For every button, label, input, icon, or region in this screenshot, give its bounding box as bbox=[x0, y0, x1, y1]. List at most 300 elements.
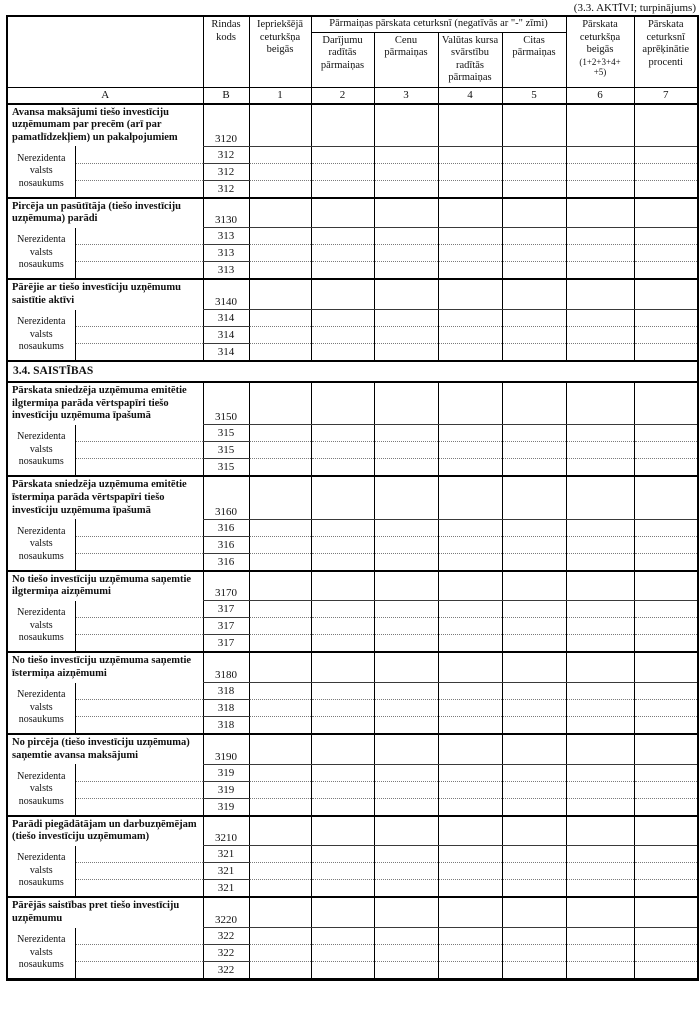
block-title-row bbox=[7, 571, 698, 601]
data-cell bbox=[438, 717, 502, 735]
nonresident-country-label: Nerezidenta valsts nosaukums bbox=[7, 683, 75, 735]
data-cell bbox=[311, 163, 374, 180]
data-cell bbox=[311, 734, 374, 764]
data-cell bbox=[566, 700, 634, 717]
nonresident-country-label: Nerezidenta valsts nosaukums bbox=[7, 228, 75, 280]
data-cell bbox=[311, 880, 374, 898]
data-cell bbox=[311, 519, 374, 536]
data-cell bbox=[634, 327, 698, 344]
item-code: 3180 bbox=[203, 652, 249, 682]
data-cell bbox=[249, 382, 311, 425]
country-row-code: 316 bbox=[203, 519, 249, 536]
data-cell bbox=[502, 683, 566, 700]
data-cell bbox=[438, 764, 502, 781]
data-cell bbox=[374, 846, 438, 863]
column-letter: 3 bbox=[374, 87, 438, 104]
country-row-code: 321 bbox=[203, 880, 249, 898]
data-cell bbox=[374, 536, 438, 553]
country-row-code: 313 bbox=[203, 228, 249, 245]
data-cell bbox=[438, 734, 502, 764]
country-row-code: 322 bbox=[203, 928, 249, 945]
data-cell bbox=[374, 717, 438, 735]
data-cell bbox=[566, 571, 634, 601]
country-name-line bbox=[75, 863, 203, 880]
country-row bbox=[7, 764, 698, 781]
country-row-code: 316 bbox=[203, 536, 249, 553]
block-title-row bbox=[7, 198, 698, 228]
country-row-code: 319 bbox=[203, 764, 249, 781]
data-cell bbox=[566, 163, 634, 180]
data-cell bbox=[566, 198, 634, 228]
data-cell bbox=[374, 652, 438, 682]
country-row bbox=[7, 618, 698, 635]
country-name-line bbox=[75, 928, 203, 945]
header-iepriekseja-beigas: Iepriekšējā ceturkšņa beigās bbox=[249, 16, 311, 87]
country-name-line bbox=[75, 245, 203, 262]
data-cell bbox=[374, 601, 438, 618]
data-cell bbox=[374, 146, 438, 163]
form-table-body bbox=[7, 104, 698, 980]
block-title-row bbox=[7, 897, 698, 927]
data-cell bbox=[502, 962, 566, 980]
data-cell bbox=[311, 146, 374, 163]
data-cell bbox=[634, 382, 698, 425]
column-letter: 7 bbox=[634, 87, 698, 104]
data-cell bbox=[566, 652, 634, 682]
country-row bbox=[7, 846, 698, 863]
data-cell bbox=[566, 601, 634, 618]
data-cell bbox=[438, 459, 502, 477]
country-row bbox=[7, 146, 698, 163]
data-cell bbox=[502, 571, 566, 601]
data-cell bbox=[634, 262, 698, 280]
header-citas-parmainas: Citas pārmaiņas bbox=[502, 32, 566, 87]
country-name-line bbox=[75, 459, 203, 477]
nonresident-country-label: Nerezidenta valsts nosaukums bbox=[7, 928, 75, 980]
data-cell bbox=[634, 163, 698, 180]
data-cell bbox=[502, 880, 566, 898]
data-cell bbox=[374, 635, 438, 653]
data-cell bbox=[438, 683, 502, 700]
data-cell bbox=[374, 798, 438, 816]
data-cell bbox=[566, 519, 634, 536]
data-cell bbox=[566, 880, 634, 898]
header-parskata-beigas-label: Pārskata ceturkšņa beigās bbox=[579, 19, 621, 55]
data-cell bbox=[502, 652, 566, 682]
data-cell bbox=[438, 962, 502, 980]
data-cell bbox=[438, 310, 502, 327]
data-cell bbox=[311, 310, 374, 327]
data-cell bbox=[249, 536, 311, 553]
country-row-code: 314 bbox=[203, 327, 249, 344]
data-cell bbox=[566, 553, 634, 571]
country-name-line bbox=[75, 764, 203, 781]
country-row bbox=[7, 798, 698, 816]
data-cell bbox=[438, 262, 502, 280]
data-cell bbox=[634, 734, 698, 764]
data-cell bbox=[634, 571, 698, 601]
data-cell bbox=[311, 816, 374, 846]
data-cell bbox=[438, 382, 502, 425]
country-row-code: 322 bbox=[203, 945, 249, 962]
column-letter: B bbox=[203, 87, 249, 104]
data-cell bbox=[438, 104, 502, 147]
country-name-line bbox=[75, 344, 203, 362]
nonresident-country-label: Nerezidenta valsts nosaukums bbox=[7, 764, 75, 816]
country-row bbox=[7, 245, 698, 262]
data-cell bbox=[374, 764, 438, 781]
data-cell bbox=[502, 459, 566, 477]
country-row bbox=[7, 228, 698, 245]
data-cell bbox=[311, 327, 374, 344]
data-cell bbox=[249, 962, 311, 980]
data-cell bbox=[374, 245, 438, 262]
data-cell bbox=[374, 442, 438, 459]
data-cell bbox=[311, 652, 374, 682]
item-code: 3220 bbox=[203, 897, 249, 927]
data-cell bbox=[502, 327, 566, 344]
item-code: 3150 bbox=[203, 382, 249, 425]
country-row bbox=[7, 928, 698, 945]
country-row-code: 314 bbox=[203, 310, 249, 327]
data-cell bbox=[374, 310, 438, 327]
data-cell bbox=[311, 700, 374, 717]
data-cell bbox=[566, 327, 634, 344]
data-cell bbox=[311, 459, 374, 477]
data-cell bbox=[634, 880, 698, 898]
country-name-line bbox=[75, 228, 203, 245]
data-cell bbox=[502, 717, 566, 735]
country-row bbox=[7, 425, 698, 442]
header-rindas-kods: Rindas kods bbox=[203, 16, 249, 87]
data-cell bbox=[438, 228, 502, 245]
data-cell bbox=[566, 262, 634, 280]
data-cell bbox=[502, 310, 566, 327]
data-cell bbox=[438, 327, 502, 344]
data-cell bbox=[438, 928, 502, 945]
country-name-line bbox=[75, 163, 203, 180]
data-cell bbox=[311, 228, 374, 245]
data-cell bbox=[438, 863, 502, 880]
data-cell bbox=[502, 601, 566, 618]
country-name-line bbox=[75, 798, 203, 816]
data-cell bbox=[249, 198, 311, 228]
data-cell bbox=[249, 553, 311, 571]
data-cell bbox=[249, 519, 311, 536]
country-row bbox=[7, 781, 698, 798]
data-cell bbox=[249, 476, 311, 519]
country-name-line bbox=[75, 310, 203, 327]
data-cell bbox=[502, 104, 566, 147]
data-cell bbox=[634, 717, 698, 735]
data-cell bbox=[634, 310, 698, 327]
data-cell bbox=[311, 846, 374, 863]
block-title-row bbox=[7, 104, 698, 147]
data-cell bbox=[566, 536, 634, 553]
data-cell bbox=[502, 262, 566, 280]
data-cell bbox=[566, 279, 634, 309]
country-row-code: 318 bbox=[203, 683, 249, 700]
country-name-line bbox=[75, 425, 203, 442]
nonresident-country-label: Nerezidenta valsts nosaukums bbox=[7, 425, 75, 477]
data-cell bbox=[249, 764, 311, 781]
item-code: 3160 bbox=[203, 476, 249, 519]
item-title: Parādi piegādātājam un darbuzņēmējam (tiešo investīciju uzņēmumam) bbox=[7, 816, 203, 846]
item-code: 3190 bbox=[203, 734, 249, 764]
country-name-line bbox=[75, 327, 203, 344]
data-cell bbox=[566, 442, 634, 459]
country-name-line bbox=[75, 553, 203, 571]
country-name-line bbox=[75, 962, 203, 980]
section-row bbox=[7, 361, 698, 382]
country-row bbox=[7, 519, 698, 536]
data-cell bbox=[634, 897, 698, 927]
country-row bbox=[7, 180, 698, 198]
country-row-code: 315 bbox=[203, 459, 249, 477]
data-cell bbox=[374, 618, 438, 635]
data-cell bbox=[311, 635, 374, 653]
country-row bbox=[7, 553, 698, 571]
data-cell bbox=[438, 476, 502, 519]
data-cell bbox=[374, 163, 438, 180]
data-cell bbox=[502, 163, 566, 180]
data-cell bbox=[311, 928, 374, 945]
data-cell bbox=[249, 863, 311, 880]
data-cell bbox=[438, 897, 502, 927]
country-name-line bbox=[75, 683, 203, 700]
data-cell bbox=[438, 442, 502, 459]
data-cell bbox=[566, 717, 634, 735]
data-cell bbox=[311, 683, 374, 700]
data-cell bbox=[634, 476, 698, 519]
country-row-code: 316 bbox=[203, 553, 249, 571]
data-cell bbox=[502, 897, 566, 927]
data-cell bbox=[249, 652, 311, 682]
data-cell bbox=[634, 764, 698, 781]
data-cell bbox=[249, 228, 311, 245]
data-cell bbox=[249, 571, 311, 601]
data-cell bbox=[311, 863, 374, 880]
data-cell bbox=[634, 344, 698, 362]
country-row-code: 313 bbox=[203, 245, 249, 262]
data-cell bbox=[438, 425, 502, 442]
data-cell bbox=[566, 382, 634, 425]
column-letter: 4 bbox=[438, 87, 502, 104]
table-header bbox=[7, 16, 698, 104]
data-cell bbox=[566, 635, 634, 653]
country-name-line bbox=[75, 781, 203, 798]
country-row bbox=[7, 601, 698, 618]
data-cell bbox=[566, 781, 634, 798]
data-cell bbox=[502, 476, 566, 519]
item-title: Pārējās saistības pret tiešo investīciju uzņēmumu bbox=[7, 897, 203, 927]
data-cell bbox=[438, 344, 502, 362]
data-cell bbox=[311, 764, 374, 781]
data-cell bbox=[634, 700, 698, 717]
data-cell bbox=[634, 863, 698, 880]
country-name-line bbox=[75, 700, 203, 717]
data-cell bbox=[374, 863, 438, 880]
country-row bbox=[7, 863, 698, 880]
data-cell bbox=[438, 553, 502, 571]
data-cell bbox=[438, 618, 502, 635]
data-cell bbox=[634, 228, 698, 245]
data-cell bbox=[634, 245, 698, 262]
data-cell bbox=[249, 601, 311, 618]
data-cell bbox=[566, 476, 634, 519]
country-row bbox=[7, 700, 698, 717]
data-cell bbox=[634, 601, 698, 618]
data-cell bbox=[374, 262, 438, 280]
data-cell bbox=[566, 734, 634, 764]
country-name-line bbox=[75, 846, 203, 863]
data-cell bbox=[502, 382, 566, 425]
country-name-line bbox=[75, 880, 203, 898]
data-cell bbox=[634, 945, 698, 962]
data-cell bbox=[566, 846, 634, 863]
data-cell bbox=[502, 245, 566, 262]
data-cell bbox=[374, 519, 438, 536]
data-cell bbox=[249, 798, 311, 816]
data-cell bbox=[502, 798, 566, 816]
data-cell bbox=[374, 180, 438, 198]
data-cell bbox=[438, 519, 502, 536]
data-cell bbox=[634, 180, 698, 198]
data-cell bbox=[634, 618, 698, 635]
data-cell bbox=[634, 425, 698, 442]
data-cell bbox=[374, 962, 438, 980]
data-cell bbox=[249, 163, 311, 180]
country-row-code: 313 bbox=[203, 262, 249, 280]
investment-form-table bbox=[6, 15, 699, 981]
country-row-code: 314 bbox=[203, 344, 249, 362]
data-cell bbox=[374, 683, 438, 700]
header-sum-formula: (1+2+3+4+ +5) bbox=[579, 56, 621, 77]
data-cell bbox=[502, 228, 566, 245]
item-title: No pircēja (tiešo investīciju uzņēmuma) saņemtie avansa maksājumi bbox=[7, 734, 203, 764]
data-cell bbox=[438, 571, 502, 601]
nonresident-country-label: Nerezidenta valsts nosaukums bbox=[7, 846, 75, 898]
country-row bbox=[7, 717, 698, 735]
column-letter: 1 bbox=[249, 87, 311, 104]
data-cell bbox=[374, 880, 438, 898]
data-cell bbox=[249, 880, 311, 898]
data-cell bbox=[634, 146, 698, 163]
nonresident-country-label: Nerezidenta valsts nosaukums bbox=[7, 519, 75, 571]
data-cell bbox=[249, 425, 311, 442]
country-row bbox=[7, 262, 698, 280]
data-cell bbox=[634, 962, 698, 980]
data-cell bbox=[502, 635, 566, 653]
country-row bbox=[7, 310, 698, 327]
country-row-code: 318 bbox=[203, 700, 249, 717]
country-row bbox=[7, 635, 698, 653]
data-cell bbox=[311, 245, 374, 262]
column-letter: A bbox=[7, 87, 203, 104]
data-cell bbox=[374, 198, 438, 228]
data-cell bbox=[502, 816, 566, 846]
nonresident-country-label: Nerezidenta valsts nosaukums bbox=[7, 601, 75, 653]
data-cell bbox=[438, 198, 502, 228]
header-procenti: Pārskata ceturksnī aprēķinātie procenti bbox=[634, 16, 698, 87]
country-row-code: 321 bbox=[203, 863, 249, 880]
data-cell bbox=[374, 945, 438, 962]
data-cell bbox=[502, 734, 566, 764]
data-cell bbox=[438, 700, 502, 717]
data-cell bbox=[374, 571, 438, 601]
data-cell bbox=[374, 700, 438, 717]
continuation-caption: (3.3. AKTĪVI; turpinājums) bbox=[573, 2, 696, 14]
data-cell bbox=[566, 764, 634, 781]
data-cell bbox=[249, 700, 311, 717]
data-cell bbox=[502, 846, 566, 863]
data-cell bbox=[311, 717, 374, 735]
item-title: No tiešo investīciju uzņēmuma saņemtie ilgtermiņa aizņēmumi bbox=[7, 571, 203, 601]
data-cell bbox=[438, 601, 502, 618]
data-cell bbox=[438, 180, 502, 198]
data-cell bbox=[634, 928, 698, 945]
data-cell bbox=[634, 846, 698, 863]
country-row bbox=[7, 962, 698, 980]
data-cell bbox=[311, 442, 374, 459]
data-cell bbox=[502, 781, 566, 798]
data-cell bbox=[566, 245, 634, 262]
data-cell bbox=[249, 180, 311, 198]
data-cell bbox=[566, 310, 634, 327]
data-cell bbox=[374, 897, 438, 927]
data-cell bbox=[374, 928, 438, 945]
data-cell bbox=[311, 536, 374, 553]
data-cell bbox=[249, 928, 311, 945]
country-row-code: 319 bbox=[203, 781, 249, 798]
data-cell bbox=[502, 442, 566, 459]
data-cell bbox=[438, 279, 502, 309]
data-cell bbox=[634, 519, 698, 536]
data-cell bbox=[249, 717, 311, 735]
block-title-row bbox=[7, 476, 698, 519]
data-cell bbox=[634, 442, 698, 459]
data-cell bbox=[566, 683, 634, 700]
data-cell bbox=[502, 519, 566, 536]
data-cell bbox=[566, 798, 634, 816]
data-cell bbox=[249, 146, 311, 163]
country-row-code: 319 bbox=[203, 798, 249, 816]
data-cell bbox=[249, 635, 311, 653]
data-cell bbox=[311, 344, 374, 362]
item-code: 3210 bbox=[203, 816, 249, 846]
data-cell bbox=[311, 198, 374, 228]
data-cell bbox=[566, 928, 634, 945]
data-cell bbox=[438, 536, 502, 553]
column-letter: 2 bbox=[311, 87, 374, 104]
country-row-code: 312 bbox=[203, 146, 249, 163]
data-cell bbox=[249, 846, 311, 863]
data-cell bbox=[249, 734, 311, 764]
column-letters-row bbox=[7, 87, 698, 104]
data-cell bbox=[438, 816, 502, 846]
data-cell bbox=[502, 536, 566, 553]
data-cell bbox=[311, 618, 374, 635]
data-cell bbox=[249, 279, 311, 309]
country-name-line bbox=[75, 442, 203, 459]
data-cell bbox=[374, 327, 438, 344]
country-row bbox=[7, 945, 698, 962]
data-cell bbox=[502, 344, 566, 362]
data-cell bbox=[311, 553, 374, 571]
country-name-line bbox=[75, 635, 203, 653]
country-row-code: 312 bbox=[203, 180, 249, 198]
data-cell bbox=[502, 618, 566, 635]
